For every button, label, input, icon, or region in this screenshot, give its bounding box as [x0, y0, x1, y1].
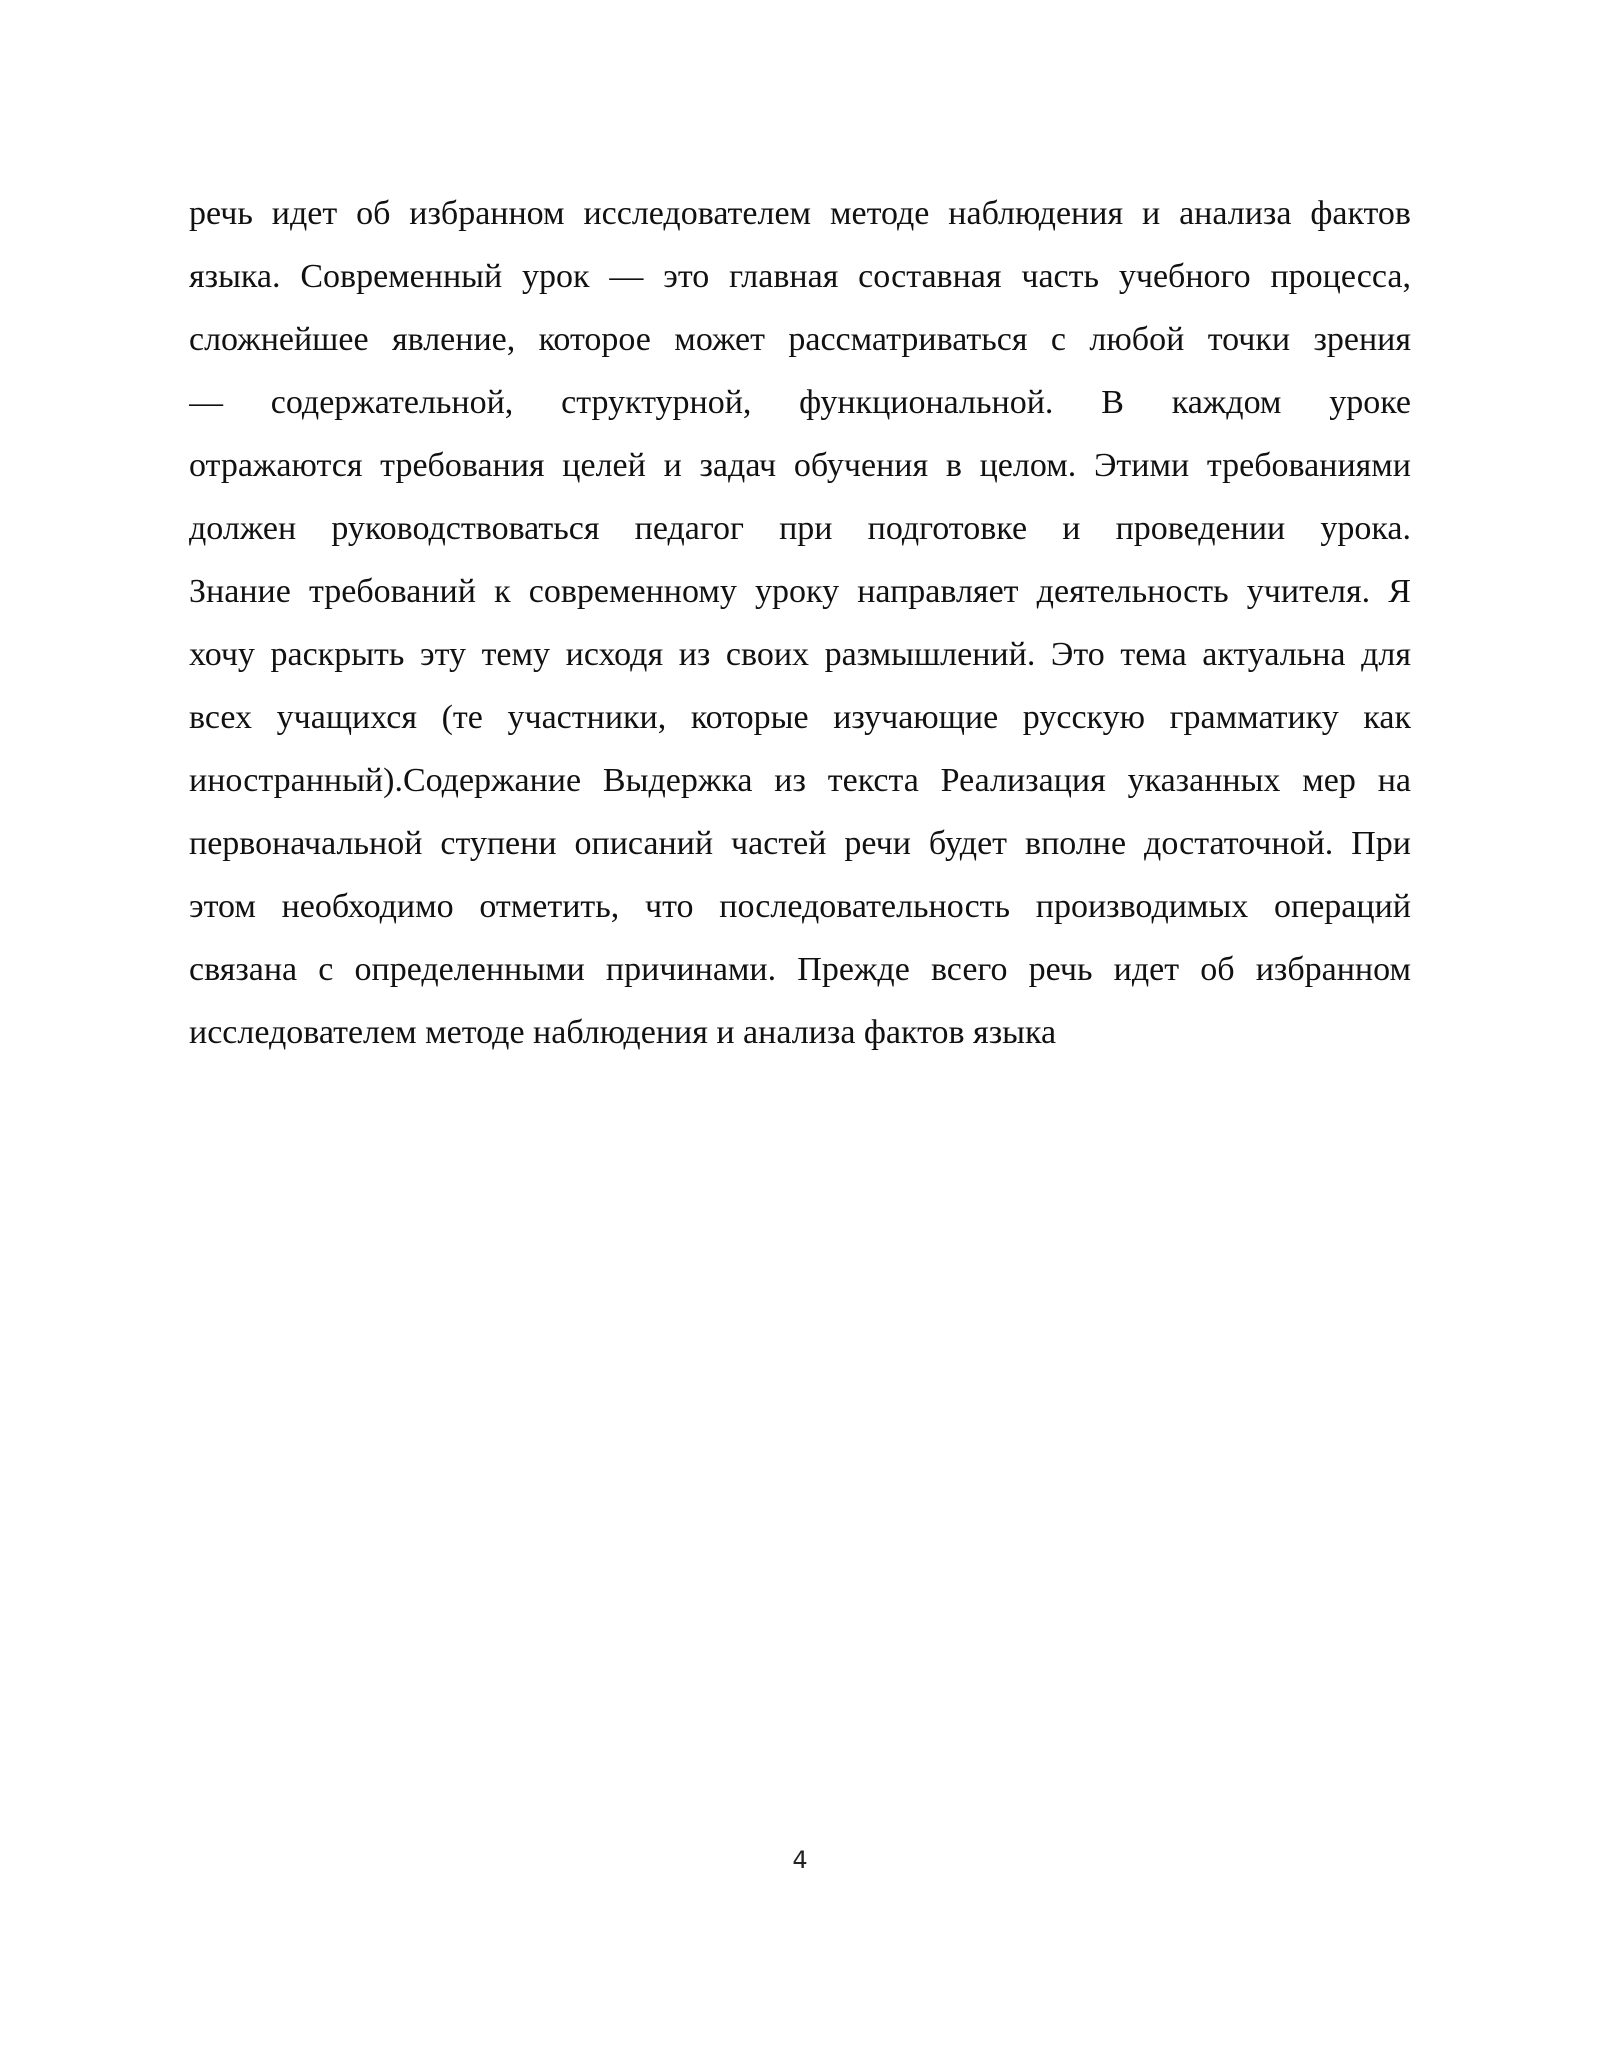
text-line: иностранный).Содержание Выдержка из текста Реализация указанных мер на	[189, 762, 1411, 799]
text-line: сложнейшее явление, которое может рассматриваться с любой точки зрения	[189, 321, 1411, 358]
text-line: хочу раскрыть эту тему исходя из своих размышлений. Это тема актуальна для	[189, 636, 1411, 673]
text-line: первоначальной ступени описаний частей речи будет вполне достаточной. При	[189, 825, 1411, 862]
body-paragraph	[189, 182, 1411, 1064]
text-line: Знание требований к современному уроку направляет деятельность учителя. Я	[189, 573, 1411, 610]
text-line: языка. Современный урок — это главная составная часть учебного процесса,	[189, 258, 1411, 295]
text-line: всех учащихся (те участники, которые изучающие русскую грамматику как	[189, 699, 1411, 736]
page-number: 4	[792, 1846, 808, 1874]
text-line: должен руководствоваться педагог при подготовке и проведении урока.	[189, 510, 1411, 547]
text-line: — содержательной, структурной, функциональной. В каждом уроке	[189, 384, 1411, 421]
text-line: этом необходимо отметить, что последовательность производимых операций	[189, 888, 1411, 925]
text-line: отражаются требования целей и задач обучения в целом. Этими требованиями	[189, 447, 1411, 484]
text-line: исследователем методе наблюдения и анализа фактов языка	[189, 1014, 1057, 1051]
text-line: связана с определенными причинами. Прежде всего речь идет об избранном	[189, 951, 1411, 988]
text-line: речь идет об избранном исследователем методе наблюдения и анализа фактов	[189, 195, 1411, 232]
